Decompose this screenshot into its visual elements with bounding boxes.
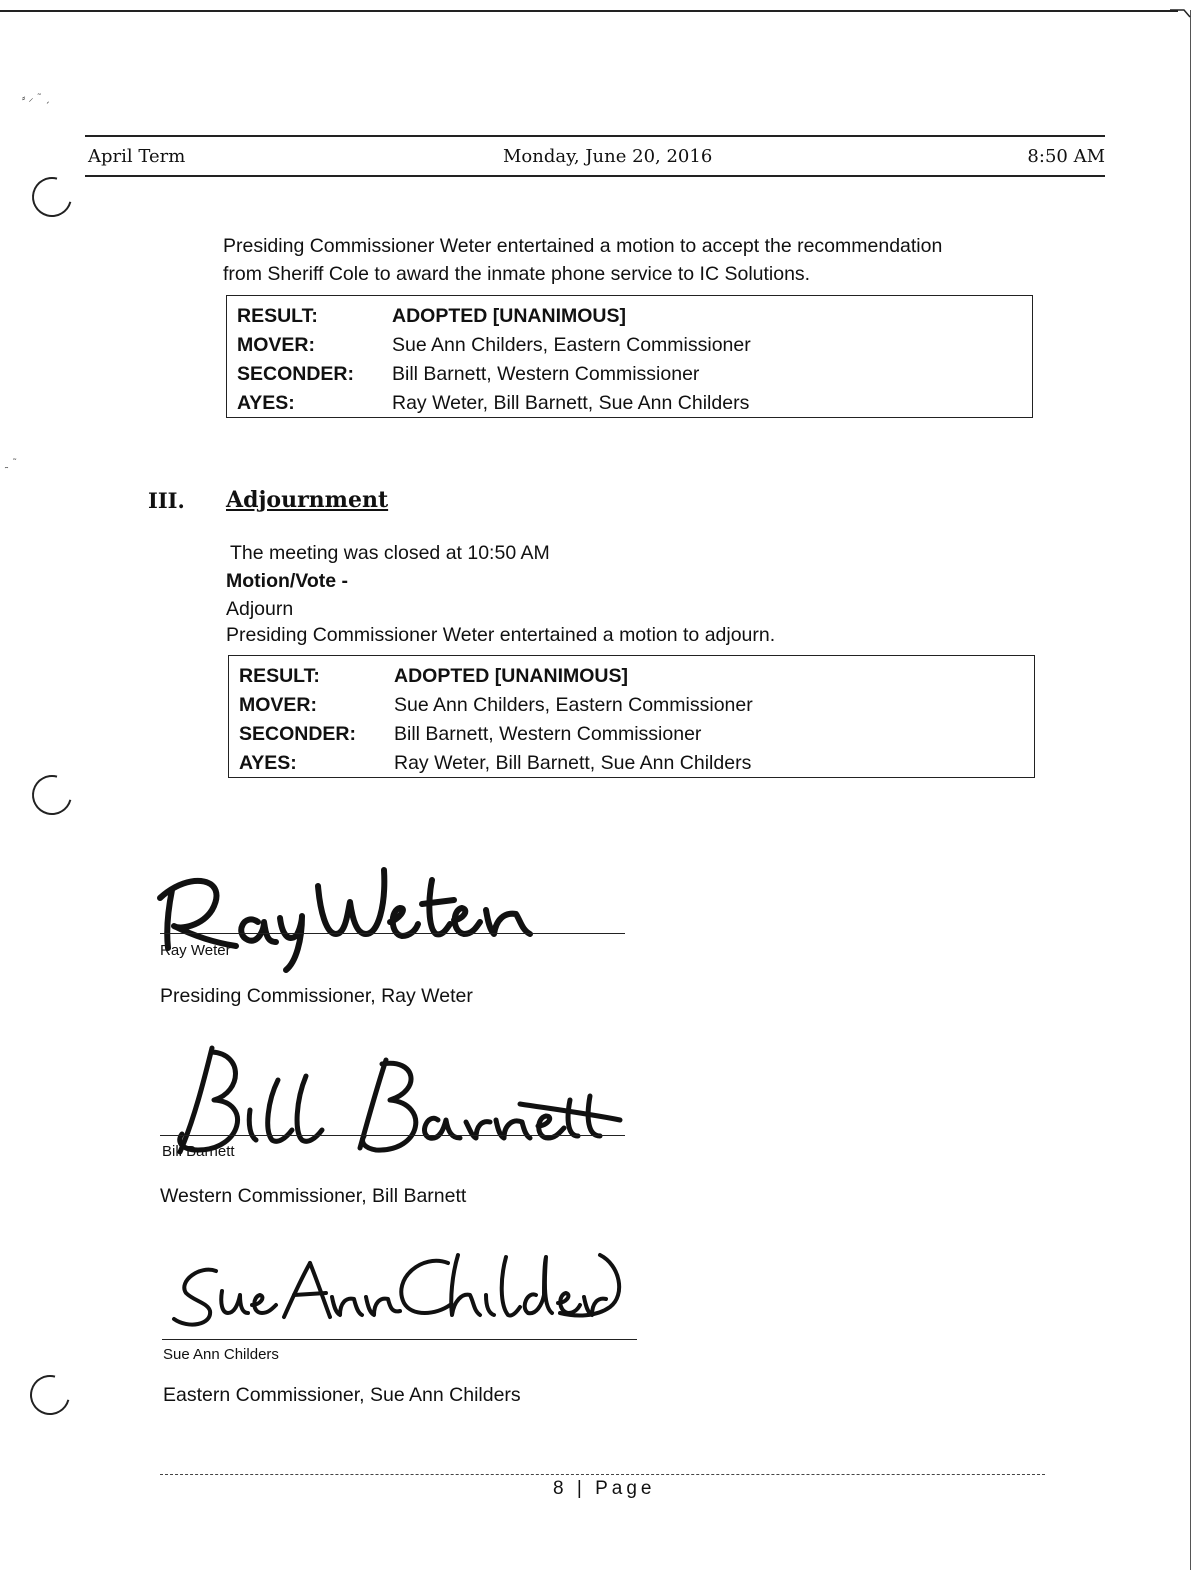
- motion1-label: MOVER:: [237, 334, 315, 356]
- signer-name: Bill Barnett: [162, 1143, 235, 1160]
- motion2-label: SECONDER:: [239, 723, 357, 745]
- signer-name: Ray Weter: [160, 942, 231, 959]
- punch-hole: [23, 1368, 78, 1423]
- motion1-label: RESULT:: [237, 305, 318, 327]
- sue-ann-childers-signature: [160, 1245, 630, 1335]
- meeting-closed-text: The meeting was closed at 10:50 AM: [230, 542, 550, 564]
- motion2-label: RESULT:: [239, 665, 320, 687]
- motion1-value: Bill Barnett, Western Commissioner: [392, 363, 700, 385]
- motion1-result-box: [226, 295, 1033, 418]
- scan-speck: ⸗ ⸝ ˜ ˏ: [22, 93, 50, 104]
- motion1-row-ayes: [237, 389, 1032, 418]
- punch-hole: [25, 768, 80, 823]
- motion2-label: MOVER:: [239, 694, 317, 716]
- motion2-value: Ray Weter, Bill Barnett, Sue Ann Childers: [394, 752, 752, 774]
- header-term: April Term: [88, 146, 186, 167]
- motion1-value: ADOPTED [UNANIMOUS]: [392, 305, 626, 327]
- signer-title: Western Commissioner, Bill Barnett: [160, 1185, 467, 1207]
- motion2-value: ADOPTED [UNANIMOUS]: [394, 665, 628, 687]
- page-footer: [553, 1478, 655, 1500]
- motion1-row-result: [237, 302, 1032, 331]
- signature-line: [160, 933, 625, 934]
- motion2-row-ayes: [239, 749, 1034, 778]
- punch-hole: [25, 170, 80, 225]
- signature-line: [160, 1135, 625, 1136]
- motion2-value: Bill Barnett, Western Commissioner: [394, 723, 702, 745]
- motion1-row-mover: [237, 331, 1032, 360]
- motion1-value: Ray Weter, Bill Barnett, Sue Ann Childers: [392, 392, 750, 414]
- header-rule-top: [85, 135, 1105, 137]
- motion2-row-mover: [239, 691, 1034, 720]
- motion2-label: AYES:: [239, 752, 297, 774]
- page-separator: |: [576, 1478, 586, 1499]
- motion2-result-box: [228, 655, 1035, 778]
- motion2-row-result: [239, 662, 1034, 691]
- motion2-value: Sue Ann Childers, Eastern Commissioner: [394, 694, 753, 716]
- footer-rule: [160, 1474, 1045, 1475]
- motion-vote-label: Motion/Vote -: [226, 570, 349, 592]
- motion1-label: SECONDER:: [237, 363, 355, 385]
- page-corner-fold: [1170, 4, 1192, 18]
- motion2-intro: Presiding Commissioner Weter entertained a motion to adjourn.: [226, 624, 776, 646]
- ray-weter-signature: [150, 850, 550, 980]
- header-rule-bottom: [85, 175, 1105, 177]
- motion1-intro-line1: Presiding Commissioner Weter entertained a motion to accept the recommendation: [223, 235, 943, 257]
- motion1-label: AYES:: [237, 392, 295, 414]
- page-edge-top: [0, 10, 1178, 12]
- section-title: Adjournment: [226, 487, 389, 513]
- signature-line: [162, 1339, 637, 1340]
- scan-speck: ˷ ˜: [4, 458, 18, 469]
- signer-name: Sue Ann Childers: [163, 1346, 279, 1363]
- motion1-intro-line2: from Sheriff Cole to award the inmate phone service to IC Solutions.: [223, 263, 811, 285]
- page-label: Page: [595, 1478, 656, 1499]
- signer-title: Eastern Commissioner, Sue Ann Childers: [163, 1384, 521, 1406]
- motion1-value: Sue Ann Childers, Eastern Commissioner: [392, 334, 751, 356]
- adjourn-text: Adjourn: [226, 598, 294, 620]
- page-number: 8: [553, 1478, 568, 1499]
- header-time: 8:50 AM: [1027, 146, 1105, 167]
- signer-title: Presiding Commissioner, Ray Weter: [160, 985, 473, 1007]
- motion2-row-seconder: [239, 720, 1034, 749]
- header-date: Monday, June 20, 2016: [503, 146, 713, 167]
- motion1-row-seconder: [237, 360, 1032, 389]
- section-number: III.: [148, 488, 185, 513]
- page-edge-right: [1190, 10, 1191, 1570]
